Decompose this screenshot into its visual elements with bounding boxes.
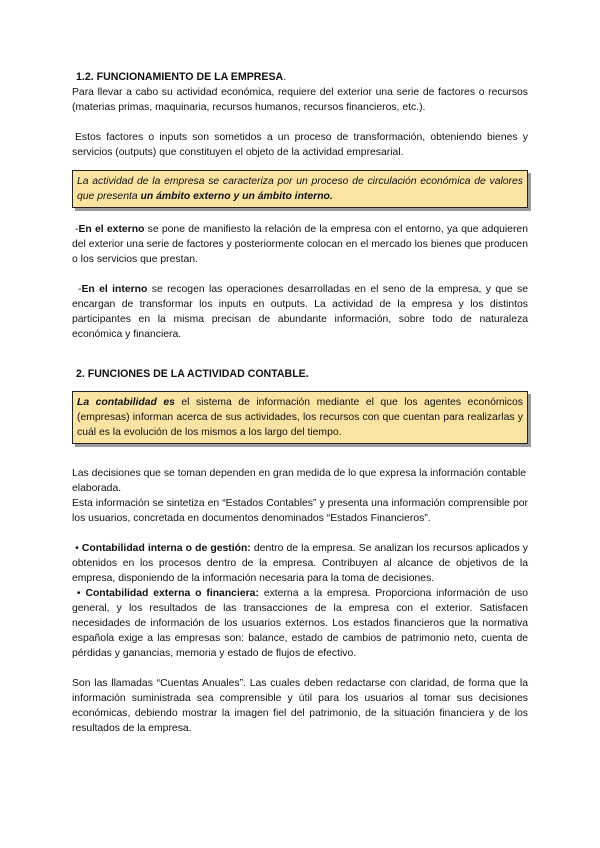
paragraph-interno: -En el interno se recogen las operaciones desarrolladas en el seno de la empresa, y que se encargan de transformar los inputs en outputs. La actividad de la empresa y los distintos participantes en la misma precisan de abundante información, sobre todo de naturaleza económica y financiera. <box>72 284 528 340</box>
bullet-contabilidad-interna <box>72 541 528 586</box>
highlight-box-contabilidad <box>72 391 528 444</box>
bullet-label: Contabilidad interna o de gestión: <box>81 543 251 554</box>
heading-funcionamiento: 1.2. FUNCIONAMIENTO DE LA EMPRESA. <box>76 71 287 83</box>
box-text: el sistema de información mediante el que los agentes económicos (empresas) informan acerca de sus actividades, los recursos con que cuentan para realizarlas y cuál es la evolución de los mismos a los largo del tiempo. <box>77 397 523 438</box>
text-externo: se pone de manifiesto la relación de la empresa con el entorno, ya que adquieren del exterior una serie de factores y posteriormente colocan en el mercado los bienes que producen o los servicios que prestan. <box>72 224 528 265</box>
box-text: La actividad de la empresa se caracteriza por un proceso de circulación económica de valores que presenta <box>77 176 523 202</box>
paragraph-inputs: Estos factores o inputs son sometidos a un proceso de transformación, obteniendo bienes y servicios (outputs) que constituyen el objeto de la actividad empresarial. <box>72 132 528 158</box>
paragraph-cuentas-anuales: Son las llamadas “Cuentas Anuales”. Las cuales deben redactarse con claridad, de forma que la información suministrada sea comprensible y útil para los usuarios al tomar sus decisiones económicas, debiendo mostrar la imagen fiel del patrimonio, de la situación financiera y de los resultados de la empresa. <box>72 678 528 734</box>
paragraph-estados: Esta información se sintetiza en “Estados Contables” y presenta una información comprensible por los usuarios, concretada en documentos denominados “Estados Financieros”. <box>72 498 528 524</box>
text-interno: se recogen las operaciones desarrolladas en el seno de la empresa, y que se encargan de transformar los inputs en outputs. La actividad de la empresa y los distintos participantes en la misma precisan de abundante información, sobre todo de naturaleza económica y financiera. <box>72 284 528 340</box>
highlight-box-ambito <box>72 170 528 208</box>
box-bold-text: La contabilidad es <box>77 397 175 408</box>
label-interno: En el interno <box>81 284 148 295</box>
document-page <box>72 70 528 736</box>
bullet-contabilidad-externa <box>72 586 528 661</box>
bullet-label: Contabilidad externa o financiera: <box>85 588 259 599</box>
paragraph-externo: -En el externo se pone de manifiesto la relación de la empresa con el entorno, ya que adquieren del exterior una serie de factores y posteriormente colocan en el mercado los bienes que producen o los servicios que prestan. <box>72 224 528 265</box>
heading-funciones: 2. FUNCIONES DE LA ACTIVIDAD CONTABLE. <box>76 368 309 380</box>
label-externo: En el externo <box>78 224 145 235</box>
bullet-icon: • <box>72 543 82 554</box>
bullet-text: dentro de la empresa. Se analizan los recursos aplicados y obtenidos en los procesos dentro de la empresa. Contribuyen al alcance de objetivos de la empresa, disponiendo de la información necesaria para la toma de decisiones. <box>72 543 528 584</box>
bullet-icon: • <box>72 588 86 599</box>
paragraph-decisiones: Las decisiones que se toman dependen en gran medida de lo que expresa la información contable elaborada. <box>72 468 527 494</box>
paragraph-recursos: Para llevar a cabo su actividad económica, requiere del exterior una serie de factores o recursos (materias primas, maquinaria, recursos humanos, recursos financieros, etc.). <box>72 87 528 113</box>
box-bold-text: un ámbito externo y un ámbito interno. <box>140 191 333 202</box>
bullet-text: externa a la empresa. Proporciona información de uso general, y los resultados de las transacciones de la empresa con el exterior. Satisfacen necesidades de información de los usuarios externos. Los estados financieros que la normativa española exige a las empresas son: balance, estado de cambios de patrimonio neto, cuenta de pérdidas y ganancias, memoria y estado de flujos de efectivo. <box>72 588 528 659</box>
